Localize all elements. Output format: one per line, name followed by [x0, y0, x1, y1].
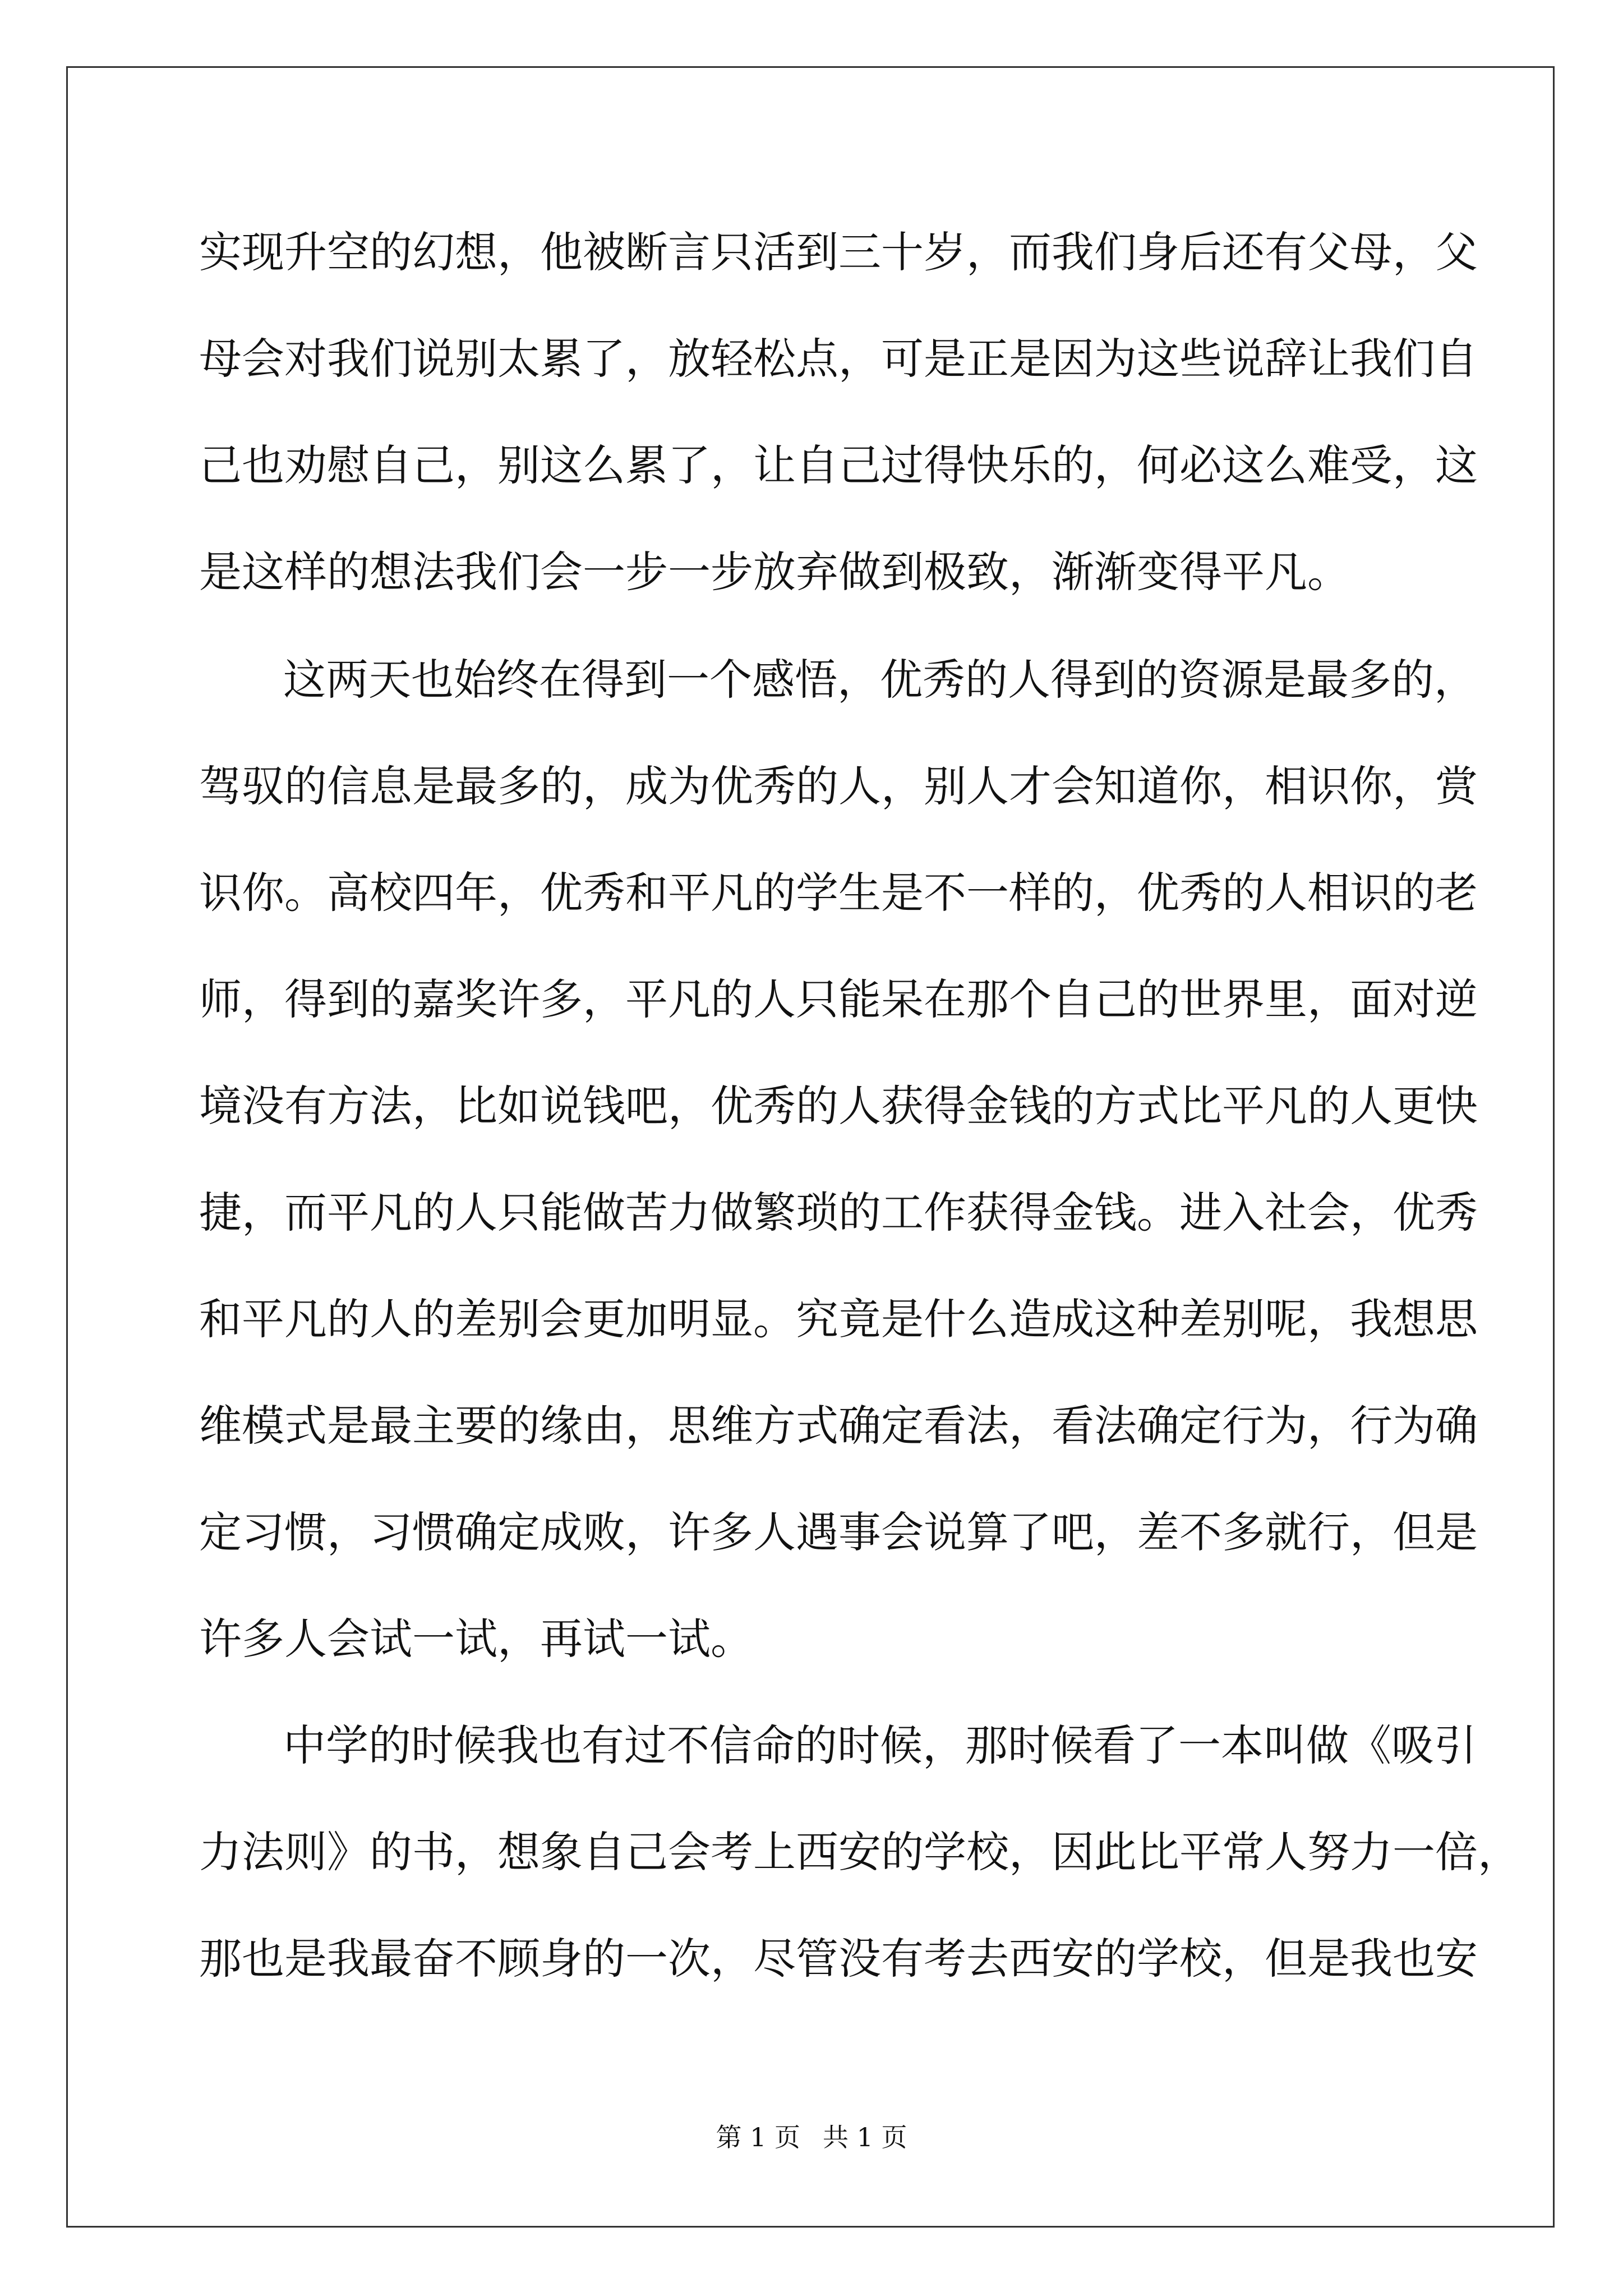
- paragraph-line: 中学的时候我也有过不信命的时候，那时候看了一本叫做《吸引: [283, 1720, 1477, 1770]
- paragraph-line: 维模式是最主要的缘由，思维方式确定看法，看法确定行为，行为确: [199, 1401, 1478, 1451]
- paragraph-line: 力法则》的书，想象自己会考上西安的学校，因此比平常人努力一倍，: [199, 1827, 1520, 1877]
- paragraph-line: 那也是我最奋不顾身的一次，尽管没有考去西安的学校，但是我也安: [199, 1934, 1478, 1984]
- page-border: [66, 66, 1555, 2228]
- paragraph-line: 和平凡的人的差别会更加明显。究竟是什么造成这种差别呢，我想思: [199, 1294, 1478, 1344]
- paragraph-line: 这两天也始终在得到一个感悟，优秀的人得到的资源是最多的，: [283, 655, 1477, 705]
- paragraph-line: 识你。高校四年，优秀和平凡的学生是不一样的，优秀的人相识的老: [199, 868, 1478, 918]
- paragraph-line: 定习惯，习惯确定成败，许多人遇事会说算了吧，差不多就行，但是: [199, 1507, 1478, 1557]
- paragraph-line: 境没有方法，比如说钱吧，优秀的人获得金钱的方式比平凡的人更快: [199, 1081, 1478, 1131]
- paragraph-line: 捷，而平凡的人只能做苦力做繁琐的工作获得金钱。进入社会，优秀: [199, 1188, 1478, 1237]
- paragraph-line: 驾驭的信息是最多的，成为优秀的人，别人才会知道你，相识你，赏: [199, 761, 1478, 811]
- page-footer: [0, 2120, 1623, 2154]
- page-number: 第 1 页: [716, 2122, 800, 2152]
- paragraph-line: 师，得到的嘉奖许多，平凡的人只能呆在那个自己的世界里，面对逆: [199, 974, 1478, 1024]
- page-total: 共 1 页: [823, 2122, 907, 2152]
- paragraph-line: 是这样的想法我们会一步一步放弃做到极致，渐渐变得平凡。: [199, 547, 1350, 597]
- paragraph-line: 己也劝慰自己，别这么累了，让自己过得快乐的，何必这么难受，这: [199, 440, 1478, 490]
- paragraph-line: 母会对我们说别太累了，放轻松点，可是正是因为这些说辞让我们自: [199, 334, 1478, 384]
- paragraph-line: 许多人会试一试，再试一试。: [199, 1614, 753, 1664]
- paragraph-line: 实现升空的幻想，他被断言只活到三十岁，而我们身后还有父母，父: [199, 227, 1478, 277]
